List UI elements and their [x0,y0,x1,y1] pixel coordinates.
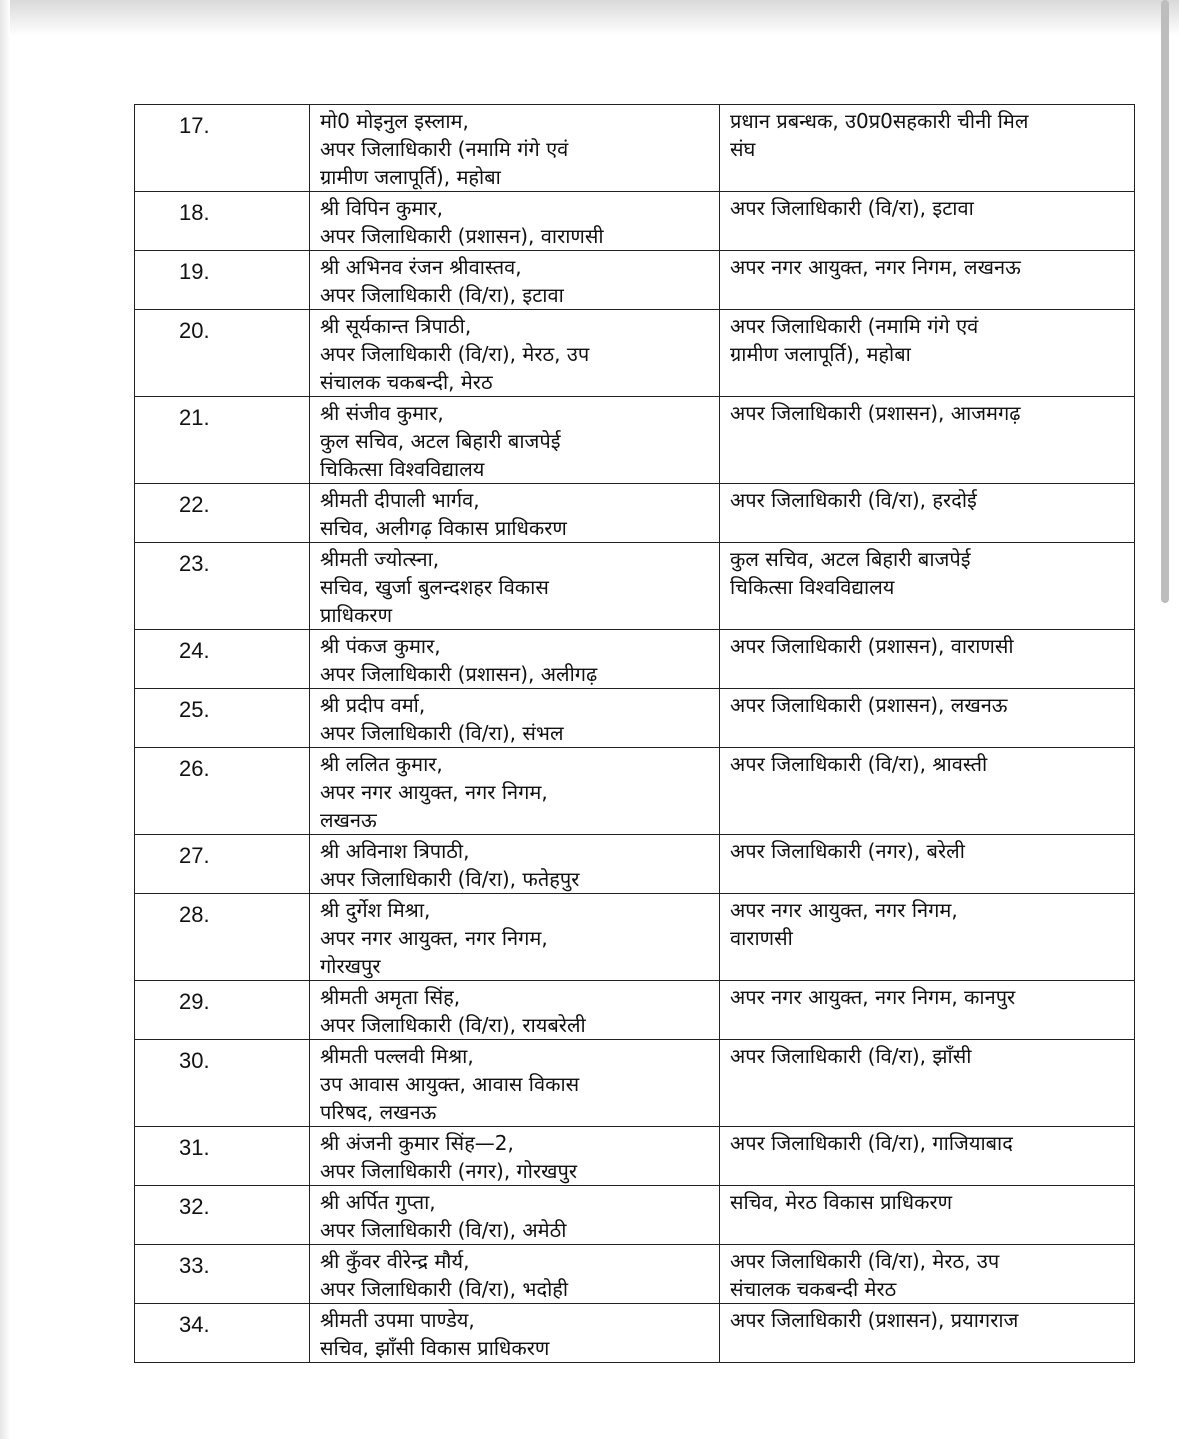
officer-name-line: श्री अर्पित गुप्ता, [320,1190,436,1214]
new-posting-cell [720,1127,1135,1186]
new-posting-line: प्रधान प्रबन्धक, उ0प्र0सहकारी चीनी मिल [730,109,1029,133]
serial-number-cell: 33. [135,1245,310,1304]
officer-name-line: अपर जिलाधिकारी (वि/रा), भदोही [320,1277,569,1301]
officer-name-line: अपर जिलाधिकारी (वि/रा), अमेठी [320,1218,567,1242]
officer-name-line: सचिव, झाँसी विकास प्राधिकरण [320,1336,550,1360]
serial-number-cell: 31. [135,1127,310,1186]
officer-name-line: श्री दुर्गेश मिश्रा, [320,898,431,922]
new-posting-cell [720,543,1135,630]
new-posting-cell [720,1186,1135,1245]
table-row [135,630,1135,689]
table-row [135,835,1135,894]
new-posting-cell [720,835,1135,894]
officer-name-line: प्राधिकरण [320,603,393,627]
officer-name-cell [310,1186,720,1245]
officer-name-line: श्रीमती दीपाली भार्गव, [320,488,480,512]
new-posting-line: कुल सचिव, अटल बिहारी बाजपेई [730,547,971,571]
officer-name-cell [310,1245,720,1304]
officer-name-cell [310,981,720,1040]
officer-name-line: सचिव, अलीगढ़ विकास प्राधिकरण [320,516,567,540]
vertical-scrollbar[interactable] [1161,0,1169,603]
serial-number-cell: 29. [135,981,310,1040]
officer-name-cell [310,310,720,397]
serial-number-cell: 18. [135,192,310,251]
officer-name-line: मो0 मोइनुल इस्लाम, [320,109,469,133]
officer-name-line: अपर जिलाधिकारी (वि/रा), इटावा [320,283,564,307]
officer-name-cell [310,894,720,981]
officer-name-line: श्रीमती ज्योत्स्ना, [320,547,440,571]
serial-number-cell: 28. [135,894,310,981]
page-top-shadow [0,0,1179,36]
officer-name-line: श्री अंजनी कुमार सिंह—2, [320,1131,514,1155]
officer-name-line: गोरखपुर [320,954,381,978]
officer-name-line: अपर जिलाधिकारी (प्रशासन), अलीगढ़ [320,662,598,686]
serial-number-cell: 30. [135,1040,310,1127]
table-row [135,748,1135,835]
officer-name-line: अपर जिलाधिकारी (नगर), गोरखपुर [320,1159,578,1183]
serial-number-cell: 17. [135,105,310,192]
new-posting-line: अपर जिलाधिकारी (वि/रा), इटावा [730,196,974,220]
officer-name-cell [310,1040,720,1127]
new-posting-line: अपर नगर आयुक्त, नगर निगम, [730,898,958,922]
officer-name-line: उप आवास आयुक्त, आवास विकास [320,1072,580,1096]
officer-name-line: श्री अभिनव रंजन श्रीवास्तव, [320,255,522,279]
new-posting-line: अपर जिलाधिकारी (वि/रा), श्रावस्ती [730,752,988,776]
new-posting-line: अपर जिलाधिकारी (नमामि गंगे एवं [730,314,979,338]
table-row [135,981,1135,1040]
officer-name-line: श्री कुँवर वीरेन्द्र मौर्य, [320,1249,470,1273]
officer-name-cell [310,251,720,310]
officer-name-line: अपर नगर आयुक्त, नगर निगम, [320,926,548,950]
table-row [135,310,1135,397]
officer-name-cell [310,105,720,192]
serial-number-cell: 26. [135,748,310,835]
serial-number-cell: 22. [135,484,310,543]
new-posting-cell [720,310,1135,397]
officer-name-cell [310,1127,720,1186]
new-posting-cell [720,192,1135,251]
new-posting-cell [720,894,1135,981]
new-posting-line: अपर जिलाधिकारी (प्रशासन), लखनऊ [730,693,1008,717]
officer-name-line: परिषद, लखनऊ [320,1100,437,1124]
officer-name-line: श्री अविनाश त्रिपाठी, [320,839,470,863]
serial-number-cell: 32. [135,1186,310,1245]
table-row [135,192,1135,251]
serial-number-cell: 27. [135,835,310,894]
serial-number-cell: 34. [135,1304,310,1363]
officer-name-cell [310,835,720,894]
officer-name-line: श्री विपिन कुमार, [320,196,444,220]
officer-name-line: श्रीमती अमृता सिंह, [320,985,461,1009]
new-posting-cell [720,105,1135,192]
officer-name-line: चिकित्सा विश्वविद्यालय [320,457,485,481]
page-left-shadow [0,0,10,1439]
table-row [135,1245,1135,1304]
officer-name-line: अपर जिलाधिकारी (वि/रा), रायबरेली [320,1013,586,1037]
officer-name-line: श्री संजीव कुमार, [320,401,444,425]
new-posting-cell [720,1245,1135,1304]
new-posting-line: संघ [730,137,756,161]
officer-name-line: श्री पंकज कुमार, [320,634,441,658]
officer-name-line: लखनऊ [320,808,377,832]
officer-name-line: अपर जिलाधिकारी (वि/रा), संभल [320,721,564,745]
table-row [135,397,1135,484]
table-row [135,689,1135,748]
officer-name-cell [310,192,720,251]
officer-name-line: अपर जिलाधिकारी (वि/रा), मेरठ, उप [320,342,590,366]
officer-name-line: सचिव, खुर्जा बुलन्दशहर विकास [320,575,549,599]
table-row [135,543,1135,630]
new-posting-line: अपर जिलाधिकारी (वि/रा), गाजियाबाद [730,1131,1013,1155]
officer-name-cell [310,484,720,543]
officer-name-cell [310,397,720,484]
officer-name-line: श्री ललित कुमार, [320,752,443,776]
new-posting-cell [720,981,1135,1040]
new-posting-cell [720,484,1135,543]
table-row [135,1127,1135,1186]
new-posting-line: अपर जिलाधिकारी (प्रशासन), वाराणसी [730,634,1014,658]
new-posting-line: संचालक चकबन्दी मेरठ [730,1277,897,1301]
new-posting-cell [720,1304,1135,1363]
table-row [135,251,1135,310]
new-posting-line: अपर नगर आयुक्त, नगर निगम, कानपुर [730,985,1016,1009]
officer-name-line: अपर जिलाधिकारी (वि/रा), फतेहपुर [320,867,580,891]
officer-name-cell [310,748,720,835]
table-body [135,105,1135,1363]
officer-name-cell [310,630,720,689]
new-posting-line: अपर जिलाधिकारी (नगर), बरेली [730,839,965,863]
new-posting-cell [720,689,1135,748]
new-posting-line: अपर जिलाधिकारी (प्रशासन), प्रयागराज [730,1308,1019,1332]
new-posting-cell [720,1040,1135,1127]
new-posting-cell [720,397,1135,484]
serial-number-cell: 21. [135,397,310,484]
officer-name-line: श्रीमती उपमा पाण्डेय, [320,1308,475,1332]
new-posting-line: अपर जिलाधिकारी (वि/रा), मेरठ, उप [730,1249,1000,1273]
officer-name-cell [310,1304,720,1363]
table-row [135,1186,1135,1245]
serial-number-cell: 23. [135,543,310,630]
officer-name-line: अपर जिलाधिकारी (प्रशासन), वाराणसी [320,224,604,248]
officer-name-line: श्रीमती पल्लवी मिश्रा, [320,1044,474,1068]
officer-name-cell [310,543,720,630]
officer-name-line: ग्रामीण जलापूर्ति), महोबा [320,165,501,189]
new-posting-line: अपर नगर आयुक्त, नगर निगम, लखनऊ [730,255,1021,279]
serial-number-cell: 24. [135,630,310,689]
officer-name-line: संचालक चकबन्दी, मेरठ [320,370,493,394]
new-posting-cell [720,748,1135,835]
table-row [135,1040,1135,1127]
officer-name-line: अपर नगर आयुक्त, नगर निगम, [320,780,548,804]
new-posting-line: अपर जिलाधिकारी (वि/रा), हरदोई [730,488,977,512]
officer-name-line: श्री सूर्यकान्त त्रिपाठी, [320,314,472,338]
new-posting-line: वाराणसी [730,926,793,950]
table-row [135,105,1135,192]
table-row [135,1304,1135,1363]
new-posting-line: चिकित्सा विश्वविद्यालय [730,575,895,599]
serial-number-cell: 19. [135,251,310,310]
serial-number-cell: 20. [135,310,310,397]
new-posting-line: ग्रामीण जलापूर्ति), महोबा [730,342,911,366]
transfer-table [134,104,1135,1363]
new-posting-cell [720,630,1135,689]
officer-name-line: अपर जिलाधिकारी (नमामि गंगे एवं [320,137,569,161]
new-posting-line: सचिव, मेरठ विकास प्राधिकरण [730,1190,953,1214]
officer-name-cell [310,689,720,748]
table-row [135,894,1135,981]
new-posting-line: अपर जिलाधिकारी (प्रशासन), आजमगढ़ [730,401,1021,425]
table-row [135,484,1135,543]
officer-name-line: श्री प्रदीप वर्मा, [320,693,426,717]
new-posting-line: अपर जिलाधिकारी (वि/रा), झाँसी [730,1044,972,1068]
serial-number-cell: 25. [135,689,310,748]
new-posting-cell [720,251,1135,310]
officer-name-line: कुल सचिव, अटल बिहारी बाजपेई [320,429,561,453]
